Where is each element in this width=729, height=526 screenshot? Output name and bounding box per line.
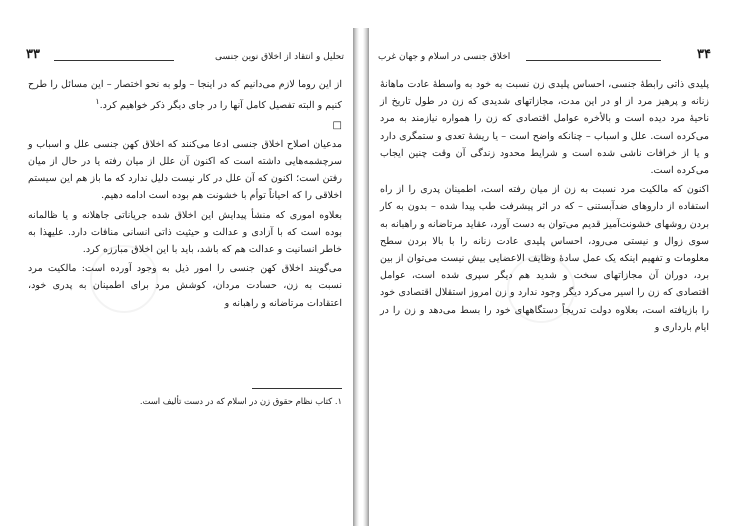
header-rule xyxy=(54,60,174,61)
footnote: ۱. کتاب نظام حقوق زن در اسلام که در دست تألیف است. xyxy=(139,396,342,406)
right-page-header xyxy=(376,47,713,68)
left-page-header xyxy=(24,47,346,68)
page-number: ۳۴ xyxy=(697,47,711,62)
paragraph: از این روما لازم می‌دانیم که در اینجا – ولو به نحو اختصار – این مسائل را طرح کنیم و البته تفصیل کامل آنها را در جای دیگر ذکر خواهیم کرد.$^۱$ xyxy=(28,79,342,112)
running-title: تحلیل و انتقاد از اخلاق نوین جنسی xyxy=(215,52,344,62)
paragraph: اکنون که مالکیت مرد نسبت به زن از میان رفته است، اطمینان پدری را از راه استفاده از داروهای ضدآبستنی – که در اثر پیشرفت طب پیدا شده – بدون به کار بردن روشهای خشونت‌آمیز قدیم می‌توان به دست آورد، عقاید مرتاضانه و راهبانه به سوی زوال و نیستی می‌رود، احساس پلیدی عادت زنانه را با بالا بردن سطح معلومات و تفهیم اینکه یک عمل سادهٔ وظایف الاعضایی بیش نیست می‌توان از بین برد، دوران آن مجازاتهای سخت و شدید هم دیگر سپری شده است، عوامل اقتصادی که زن را اسیر می‌کرد دیگر وجود ندارد و زن امروز استقلال اقتصادی خود را بازیافته است، بعلاوه دولت تدریجاً دستگاههای خود را بسط می‌دهد و زن را در ایام بارداری و xyxy=(380,184,709,333)
left-page-body xyxy=(28,76,342,314)
running-title: اخلاق جنسی در اسلام و جهان غرب xyxy=(378,52,511,62)
paragraph: می‌گویند اخلاق کهن جنسی را امور ذیل به وجود آورده است: مالکیت مرد نسبت به زن، حسادت مردان، کوشش مرد برای اطمینان به پدری خود، اعتقادات مرتاضانه و راهبانه و xyxy=(28,263,342,309)
page-number: ۳۳ xyxy=(26,47,40,62)
end-mark: □ xyxy=(332,119,342,131)
footnote-marker: ۱ xyxy=(95,97,100,107)
footnote-rule xyxy=(252,388,342,389)
right-page xyxy=(372,30,717,526)
paragraph: مدعیان اصلاح اخلاق جنسی ادعا می‌کنند که اخلاق کهن جنسی علل و اسباب و سرچشمه‌هایی داشته است که اکنون آن علل از میان رفته یا در حال از میان رفتن است؛ اکنون که آن علل در کار نیست دلیل ندارد که ما باز هم این سیستم اخلاقی را که احیاناً توأم با خشونت هم بوده است ادامه دهیم. xyxy=(28,138,342,202)
book-gutter xyxy=(353,28,369,526)
header-rule xyxy=(526,60,661,61)
paragraph: بعلاوه اموری که منشأ پیدایش این اخلاق شده جریاناتی جاهلانه و یا ظالمانه بوده است که با آزادی و عدالت و حیثیت ذاتی انسانی منافات دارد. علیهذا به خاطر انسانیت و عدالت هم که باشد، باید با این اخلاق مبارزه کرد. xyxy=(28,209,342,256)
paragraph: پلیدی ذاتی رابطهٔ جنسی، احساس پلیدی زن نسبت به خود به واسطهٔ عادت ماهانهٔ زنانه و پرهیز مرد از او در این مدت، مجازاتهای شدیدی که زن در طول تاریخ از ناحیهٔ مرد دیده است و بالأخره عوامل اقتصادی که زن را همواره نیازمند به مرد می‌کرده است. علل و اسباب – چنانکه واضح است – یا ریشهٔ تعدی و ستمگری دارد و یا از خرافات ناشی شده است و شرایط محدود زندگی آن وقت چنین ایجاب می‌کرده است. xyxy=(380,79,709,177)
left-page xyxy=(20,30,350,526)
right-page-body xyxy=(380,76,709,338)
